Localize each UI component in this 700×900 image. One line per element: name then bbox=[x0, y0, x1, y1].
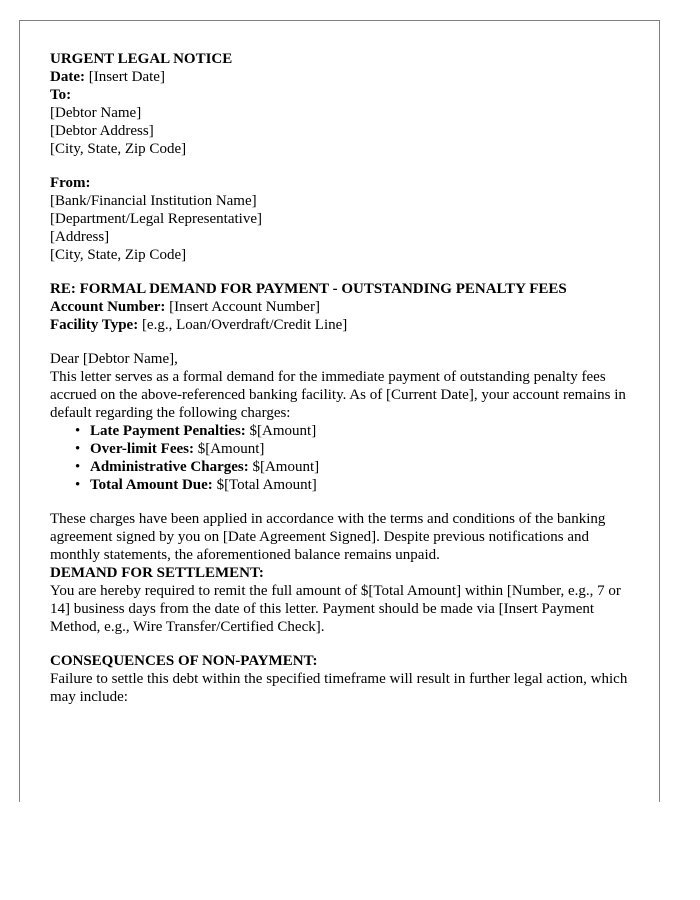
charge-label: Administrative Charges: bbox=[90, 459, 249, 475]
account-number-label: Account Number: bbox=[50, 299, 166, 315]
consequences-text: Failure to settle this debt within the specified timeframe will result in further legal action, which may include: bbox=[50, 671, 628, 705]
date-value: [Insert Date] bbox=[84, 69, 165, 85]
paragraph-intro: This letter serves as a formal demand for the immediate payment of outstanding penalty fees accrued on the above-referenced banking facility. As of [Current Date], your account remains in default regarding the following charges: bbox=[50, 369, 626, 421]
facility-type-line bbox=[50, 316, 640, 334]
list-item bbox=[75, 476, 640, 494]
demand-heading: DEMAND FOR SETTLEMENT: bbox=[50, 565, 264, 581]
facility-type-value: [e.g., Loan/Overdraft/Credit Line] bbox=[138, 317, 348, 333]
charge-value: $[Amount] bbox=[193, 441, 265, 457]
re-line: RE: FORMAL DEMAND FOR PAYMENT - OUTSTANDING PENALTY FEES bbox=[50, 281, 567, 297]
consequences-section bbox=[50, 652, 640, 706]
charge-label: Late Payment Penalties: bbox=[90, 423, 246, 439]
charge-value: $[Amount] bbox=[248, 459, 320, 475]
bullet-icon: • bbox=[75, 423, 81, 439]
account-number-value: [Insert Account Number] bbox=[165, 299, 320, 315]
to-debtor-address: [Debtor Address] bbox=[50, 123, 154, 139]
from-block bbox=[50, 174, 640, 264]
demand-section bbox=[50, 564, 640, 636]
notice-title: URGENT LEGAL NOTICE bbox=[50, 51, 233, 67]
charge-value: $[Total Amount] bbox=[212, 477, 317, 493]
from-city-state-zip: [City, State, Zip Code] bbox=[50, 247, 187, 263]
list-item bbox=[75, 458, 640, 476]
charges-list bbox=[50, 422, 640, 494]
facility-type-label: Facility Type: bbox=[50, 317, 139, 333]
date-label: Date: bbox=[50, 69, 85, 85]
list-item bbox=[75, 422, 640, 440]
from-bank-name: [Bank/Financial Institution Name] bbox=[50, 193, 257, 209]
bullet-icon: • bbox=[75, 441, 81, 457]
consequences-heading: CONSEQUENCES OF NON-PAYMENT: bbox=[50, 653, 318, 669]
to-debtor-name: [Debtor Name] bbox=[50, 105, 142, 121]
from-label: From: bbox=[50, 175, 91, 191]
to-label: To: bbox=[50, 87, 72, 103]
charge-label: Total Amount Due: bbox=[90, 477, 213, 493]
demand-text: You are hereby required to remit the full amount of $[Total Amount] within [Number, e.g., 7 or 14] business days from the date of this letter. Payment should be made via [Insert Payment Method, e.g., Wire Transfer/Certified Check]. bbox=[50, 583, 621, 635]
salutation: Dear [Debtor Name], bbox=[50, 351, 178, 367]
to-block bbox=[50, 86, 640, 158]
to-city-state-zip: [City, State, Zip Code] bbox=[50, 141, 187, 157]
paragraph-terms: These charges have been applied in accordance with the terms and conditions of the banking agreement signed by you on [Date Agreement Signed]. Despite previous notifications and monthly statements, the aforementioned balance remains unpaid. bbox=[50, 511, 606, 563]
bullet-icon: • bbox=[75, 459, 81, 475]
from-address: [Address] bbox=[50, 229, 110, 245]
list-item bbox=[75, 440, 640, 458]
letter-page bbox=[19, 20, 660, 802]
from-department: [Department/Legal Representative] bbox=[50, 211, 262, 227]
account-number-line bbox=[50, 298, 640, 316]
letter-content bbox=[50, 50, 640, 722]
account-details bbox=[50, 298, 640, 334]
charge-value: $[Amount] bbox=[245, 423, 317, 439]
date-line bbox=[50, 68, 640, 86]
bullet-icon: • bbox=[75, 477, 81, 493]
charge-label: Over-limit Fees: bbox=[90, 441, 194, 457]
